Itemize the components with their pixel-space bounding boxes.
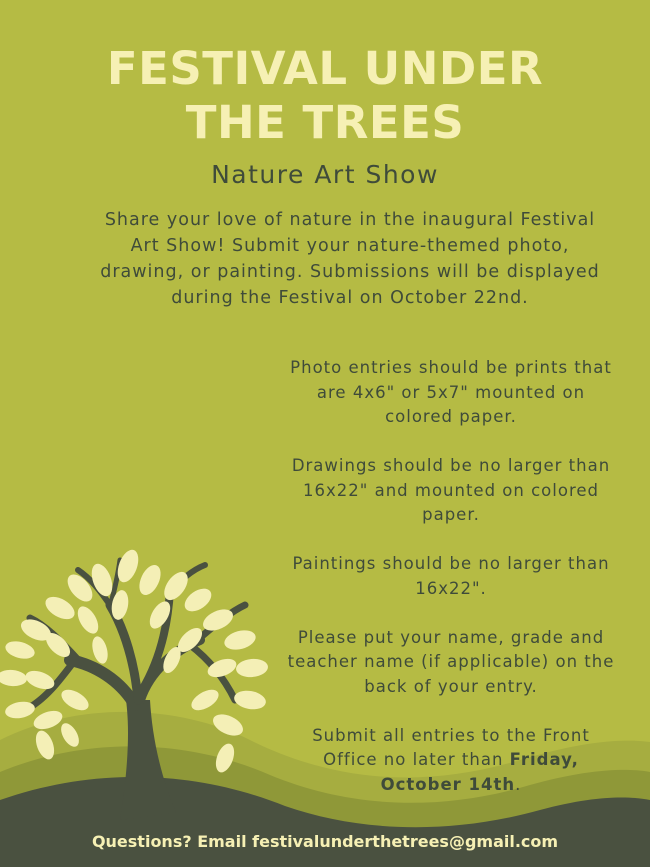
rule-photo: Photo entries should be prints that are 4x6" or 5x7" mounted on colored paper. [290,358,612,426]
rule-drawing: Drawings should be no larger than 16x22" and mounted on colored paper. [291,456,611,524]
deadline-text: Submit all entries to the Front Office no later than [312,725,590,769]
title-line-1: FESTIVAL UNDER [106,42,544,95]
intro-paragraph: Share your love of nature in the inaugural Festival Art Show! Submit your nature-themed photo, drawing, or painting. Submissions will be displayed during the Festival on October 22nd. [100,210,600,308]
deadline-date: Friday, October 14th [380,750,579,794]
deadline-period: . [515,774,522,794]
rule-labeling: Please put your name, grade and teacher name (if applicable) on the back of your entry. [287,627,615,696]
submission-rules [283,356,619,797]
title-line-2: THE TREES [185,96,465,149]
rule-deadline [283,724,619,798]
subtitle: Nature Art Show [211,160,439,189]
contact-footer: Questions? Email festivalunderthetrees@gmail.com [91,832,559,851]
rule-painting: Paintings should be no larger than 16x22". [292,554,610,598]
page-title [0,42,650,150]
